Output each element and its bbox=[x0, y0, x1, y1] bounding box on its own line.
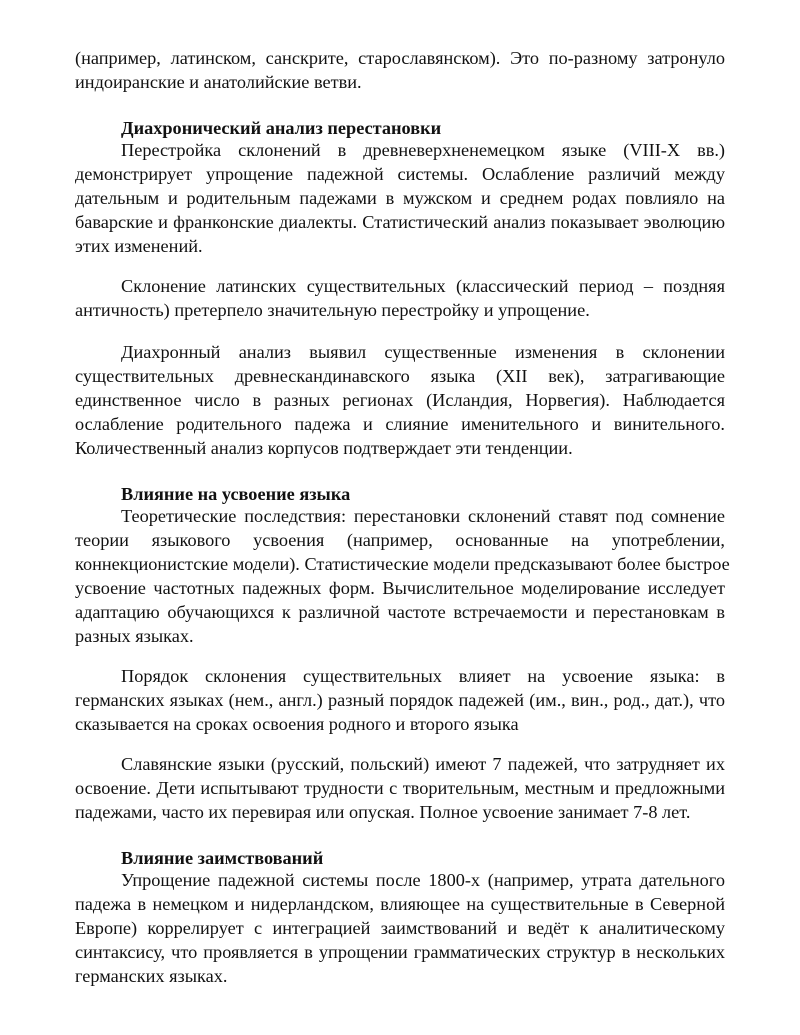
text-line: падежа в немецком и нидерландском, влияющее на существительные в Северной bbox=[75, 894, 725, 914]
text-line: Количественный анализ корпусов подтверждает эти тенденции. bbox=[75, 438, 573, 458]
text-line: разных языках. bbox=[75, 626, 194, 646]
text-line: усвоение частотных падежных форм. Вычислительное моделирование исследует bbox=[75, 578, 725, 598]
text-line: этих изменений. bbox=[75, 236, 203, 256]
text-line: ослабление родительного падежа и слияние именительного и винительного. bbox=[75, 414, 725, 434]
text-line: (например, латинском, санскрите, старославянском). Это по-разному затронуло bbox=[75, 48, 725, 68]
text-line: единственное число в разных регионах (Исландия, Норвегия). Наблюдается bbox=[75, 390, 725, 410]
text-line: теории языкового усвоения (например, основанные на употреблении, bbox=[75, 530, 725, 550]
text-line: Славянские языки (русский, польский) имеют 7 падежей, что затрудняет их bbox=[121, 754, 725, 774]
text-line: индоиранские и анатолийские ветви. bbox=[75, 72, 362, 92]
text-line: Упрощение падежной системы после 1800-х (например, утрата дательного bbox=[121, 870, 725, 890]
text-line: германских языках (нем., англ.) разный порядок падежей (им., вин., род., дат.), что bbox=[75, 690, 725, 710]
section-heading: Диахронический анализ перестановки bbox=[121, 118, 442, 138]
text-line: сказывается на сроках освоения родного и второго языка bbox=[75, 714, 519, 734]
text-line: Склонение латинских существительных (классический период – поздняя bbox=[121, 276, 725, 296]
section-heading: Влияние на усвоение языка bbox=[121, 484, 351, 504]
text-line: Европе) коррелирует с интеграцией заимствований и ведёт к аналитическому bbox=[75, 918, 725, 938]
text-line: коннекционистские модели). Статистические модели предсказывают более быстрое bbox=[75, 554, 730, 574]
text-line: Теоретические последствия: перестановки склонений ставят под сомнение bbox=[121, 506, 725, 526]
text-line: демонстрирует упрощение падежной системы. Ослабление различий между bbox=[75, 164, 725, 184]
text-line: адаптацию обучающихся к различной частоте встречаемости и перестановкам в bbox=[75, 602, 725, 622]
text-line: германских языках. bbox=[75, 966, 228, 986]
text-line: падежами, часто их перевирая или опуская. Полное усвоение занимает 7-8 лет. bbox=[75, 802, 691, 822]
text-line: дательным и родительным падежами в мужском и среднем родах повлияло на bbox=[75, 188, 725, 208]
text-line: Порядок склонения существительных влияет на усвоение языка: в bbox=[121, 666, 725, 686]
text-line: баварские и франконские диалекты. Статистический анализ показывает эволюцию bbox=[75, 212, 725, 232]
text-line: синтаксису, что проявляется в упрощении грамматических структур в нескольких bbox=[75, 942, 725, 962]
text-line: Перестройка склонений в древневерхненемецком языке (VIII-X вв.) bbox=[121, 140, 725, 160]
text-line: существительных древнескандинавского языка (XII век), затрагивающие bbox=[75, 366, 725, 386]
text-line: Диахронный анализ выявил существенные изменения в склонении bbox=[121, 342, 725, 362]
section-heading: Влияние заимствований bbox=[121, 848, 324, 868]
text-line: освоение. Дети испытывают трудности с творительным, местным и предложными bbox=[75, 778, 725, 798]
text-line: античность) претерпело значительную перестройку и упрощение. bbox=[75, 300, 590, 320]
